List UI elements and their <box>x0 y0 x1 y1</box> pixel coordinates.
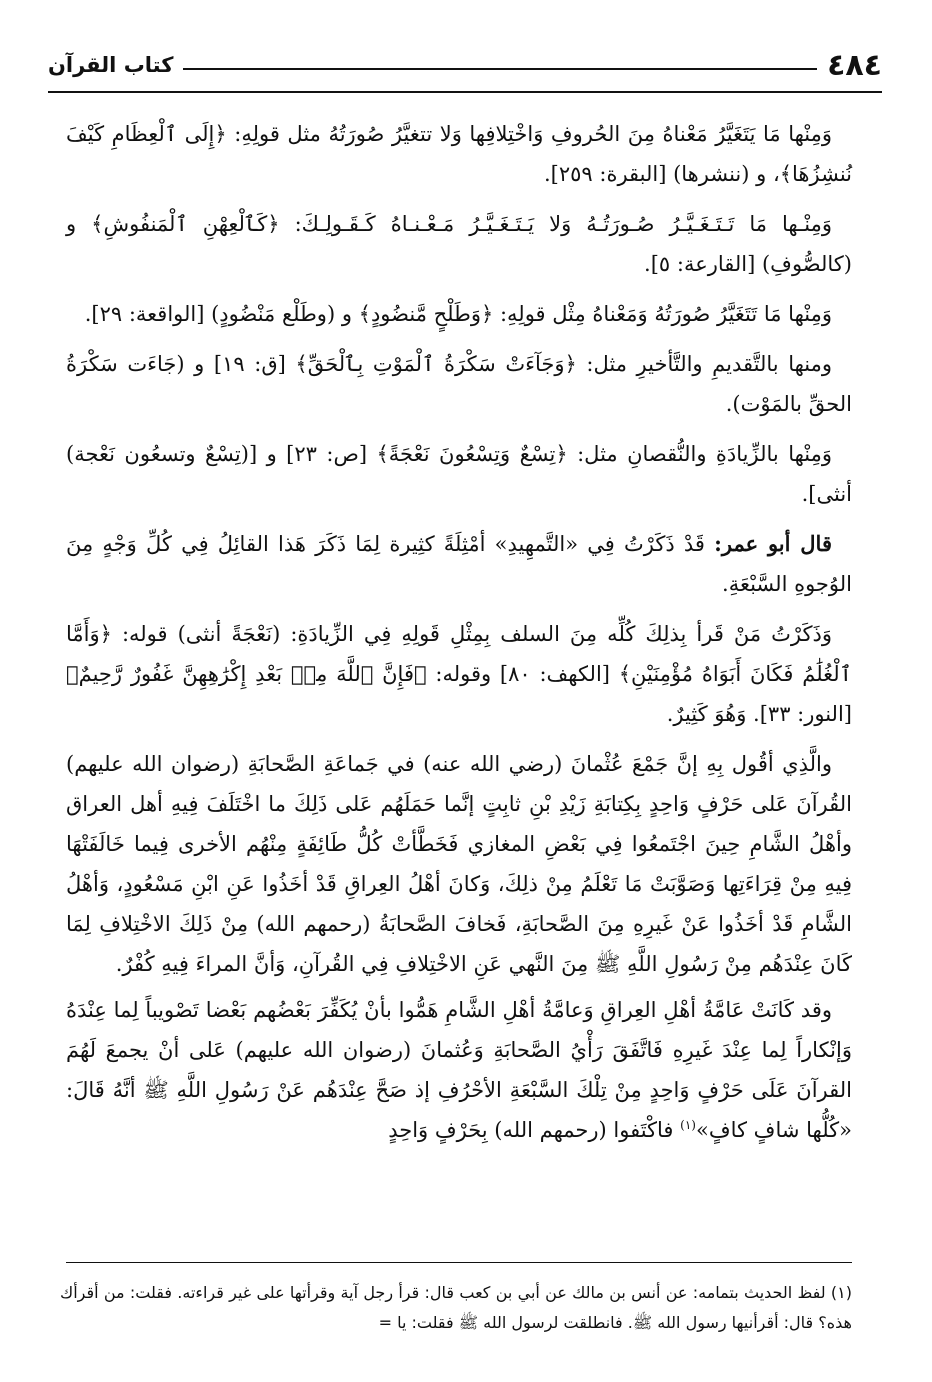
paragraph <box>66 524 852 604</box>
paragraph: وَمِنْها بالزِّيادَةِ والنُّقصانِ مثل: ﴿تِسْعٌ وَتِسْعُونَ نَعْجَةً﴾ [ص: ٢٣] و [(تِسْعٌ وتسعُون نَعْجة) أنثى]. <box>66 442 852 506</box>
footnote: (١) لفظ الحديث بتمامه: عن أنس بن مالك عن أبي بن كعب قال: قرأ رجل آية وقرأتها على غير قراءته. فقلت: من أقرأك هذه؟ قال: أقرأنيها رسول الله ﷺ. فانطلقت لرسول الله ﷺ فقلت: يا = <box>60 1283 852 1332</box>
paragraph <box>66 990 852 1150</box>
paragraph: وَذَكَرْتُ مَنْ قَرأ بِذلِكَ كُلِّه مِنَ السلف بِمِثْلِ قَولِهِ فِي الزِّيادَةِ: (نَعْجَةً أنثى) قوله: ﴿وَأَمَّا ٱلْغُلَٰمُ فَكَانَ أَبَوَاهُ مُؤْمِنَيْنِ﴾ [الكهف: ٨٠] وقوله: ﴿فَإِنَّ ٱللَّهَ مِنۢ بَعْدِ إِكْرَٰهِهِنَّ غَفُورٌ رَّحِيمٌ﴾ [النور: ٣٣]. وَهُوَ كَثِيرٌ. <box>66 622 852 726</box>
page-header <box>48 40 882 90</box>
page-number: ٤٨٤ <box>827 47 882 83</box>
paragraph: وَمِنْها مَا تَتَغَيَّرُ صُورَتُهُ وَمَعْناهُ مِثْل قولِهِ: ﴿وَطَلْحٍ مَّنضُودٍ﴾ و (وطَلْع مَنْضُودٍ) [الواقعة: ٢٩]. <box>84 302 832 326</box>
header-rule <box>48 91 882 93</box>
paragraph: وَمِنْها مَا يَتَغَيَّرُ مَعْناهُ مِنَ الحُروفِ وَاخْتِلافِها وَلا تتغيَّرُ صُورَتُهُ مثل قولِهِ: ﴿إِلَى ٱلْعِظَامِ كَيْفَ نُنشِزُهَا﴾، و (ننشرها) [البقرة: ٢٥٩]. <box>66 122 852 186</box>
paragraph-text: وقد كَانَتْ عَامَّةُ أهْلِ العِراقِ وَعامَّةُ أهْلِ الشَّامِ هَمُّوا بأنْ يُكَفِّرَ بَعْضُهم بَعْضا تَصْويباً لِما عِنْدَهُ وَإنْكاراً لِما عِنْدَ غَيرِهِ فَاتَّفَقَ رَأْيُ الصَّحابَةِ وَعُثمانَ (رضوان الله عليهم) عَلى أنْ يجمعَ لَهُمَ القرآنَ عَلَى حَرْفٍ وَاحِدٍ مِنْ تِلْكَ السَّبْعَةِ الأحْرُفِ إذ صَحَّ عِنْدَهُم عَنْ رَسُولِ اللَّهِ ﷺ أنَّهُ قَالَ: «كُلُّها شافٍ كافٍ» <box>66 998 852 1142</box>
paragraph-text: قَدْ ذَكَرْتُ فِي «التَّمهِيدِ» أمْثِلَةً كثِيرة لِمَا ذَكَرَ هَذا القائِلُ فِي كُلِّ وَجْهٍ مِنَ الوُجوهِ السَّبْعَةِ. <box>66 532 852 596</box>
header-divider <box>183 68 817 70</box>
footnote-reference[interactable]: (١) <box>680 1118 696 1132</box>
paragraph-text: فاكْتَفوا (رحمهم الله) بِحَرْفٍ وَاحِدٍ <box>388 1118 681 1142</box>
speaker-name: قال أبو عمر: <box>714 531 832 556</box>
paragraph: والَّذِي أقُول بِهِ إنَّ جَمْعَ عُثْمانَ (رضي الله عنه) في جَماعَةِ الصَّحابَةِ (رضوان الله عليهم) القُرآنَ عَلى حَرْفٍ وَاحِدٍ بِكِتابَةِ زَيْدِ بْنِ ثابِتٍ إنَّما حَمَلَهُم عَلى ذَلِكَ ما اخْتَلَفَ فِيهِ أهل العراق وأهْلُ الشَّامِ حِينَ اجْتَمعُوا فِي بَعْضِ المغازي فَخَطَّأتْ كُلُّ طَائِفَةٍ مِنْهُم الأخرى فِيما خَالَفَتْهَا فِيهِ مِنْ قِرَاءَتِها وَصَوَّبَتْ مَا تَعْلَمُ مِنْ ذلِكَ، وَكانَ أهْلُ العِراقِ قَدْ أخَذُوا عَنِ ابْنِ مَسْعُودٍ، وَأهْلُ الشَّامِ قَدْ أخَذُوا عَنْ غَيرِهِ مِنَ الصَّحابَةِ، فَخافَ الصَّحابَةُ (رحمهم الله) مِنْ ذَلِكَ الاخْتِلافِ لِمَا كَانَ عِنْدَهُم مِنْ رَسُولِ اللَّهِ ﷺ مِنَ النَّهي عَنِ الاخْتِلافِ فِي القُرآنِ، وَأنَّ المراءَ فِيهِ كُفْرٌ. <box>66 752 852 976</box>
body-text <box>66 114 852 1160</box>
footnote-divider <box>66 1262 852 1263</box>
paragraph: وَمِنْـها مَا تَـتَـغَـيَّـرُ صُـورَتُـهُ وَلا يَـتَـغَـيَّـرُ مَـعْـنـاهُ كَـقَـولِـكَ: ﴿كَٱلْعِهْنِ ٱلْمَنفُوشِ﴾ و (كالصُّوفِ) [القارعة: ٥]. <box>66 212 852 276</box>
footnotes <box>60 1278 852 1338</box>
book-title: كتاب القرآن <box>48 53 174 77</box>
paragraph: ومنها بالتَّقديمِ والتَّأخيرِ مثل: ﴿وَجَآءَتْ سَكْرَةُ ٱلْمَوْتِ بِٱلْحَقِّ﴾ [ق: ١٩] و (جَاءَت سَكْرَةُ الحقِّ بالمَوْت). <box>66 352 852 416</box>
